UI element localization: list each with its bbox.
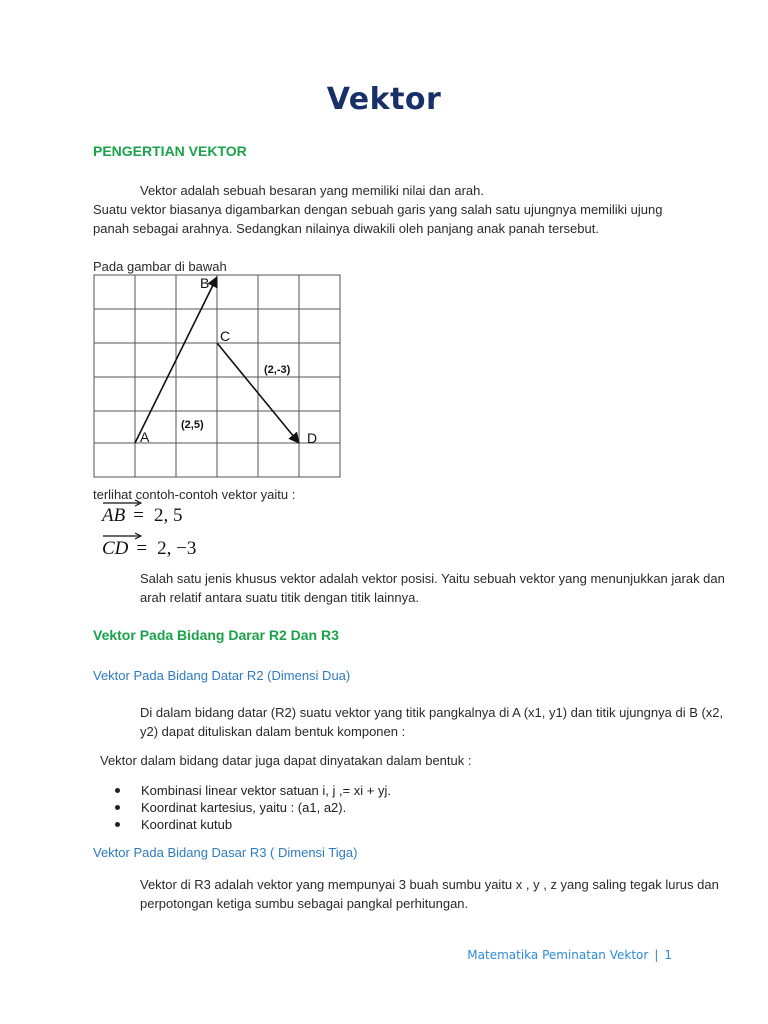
list-item: Kombinasi linear vektor satuan i, j ,= xi + yj. — [115, 782, 391, 799]
vector-ab-symbol: AB — [102, 505, 125, 527]
bullet-list-r2-forms — [115, 782, 391, 833]
paragraph-r2: Di dalam bidang datar (R2) suatu vektor yang titik pangkalnya di A (x1, y1) dan titik ujungnya di B (x2, y2) dapat dituliskan dalam bentuk komponen : — [140, 705, 724, 739]
paragraph-description: Suatu vektor biasanya digambarkan dengan sebuah garis yang salah satu ujungnya memiliki ujung panah sebagai arahnya. Sedangkan nilainya diwakili oleh panjang anak panah tersebut. — [93, 202, 663, 236]
subheading-r2: Vektor Pada Bidang Datar R2 (Dimensi Dua) — [93, 668, 351, 683]
page-footer — [467, 948, 672, 962]
page-number: 1 — [664, 948, 672, 962]
paragraph-r2-forms-intro: Vektor dalam bidang datar juga dapat dinyatakan dalam bentuk : — [100, 753, 472, 768]
paragraph-figure-intro: Pada gambar di bawah — [93, 259, 227, 274]
bullet-icon — [115, 822, 120, 827]
page-title: Vektor — [326, 82, 442, 117]
section-heading-r2-r3: Vektor Pada Bidang Darar R2 Dan R3 — [93, 627, 339, 643]
formula-ab: AB = 2, 5 — [102, 505, 182, 527]
point-label-a: A — [140, 429, 150, 445]
bullet-icon — [115, 788, 120, 793]
section-heading-pengertian: PENGERTIAN VEKTOR — [93, 143, 247, 159]
footer-text: Matematika Peminatan Vektor — [467, 948, 649, 962]
formula-cd: CD = 2, −3 — [102, 538, 196, 560]
overarrow-icon — [102, 499, 142, 507]
list-item: Koordinat kartesius, yaitu : (a1, a2). — [115, 799, 391, 816]
footer-separator: | — [654, 948, 659, 962]
paragraph-definition: Vektor adalah sebuah besaran yang memiliki nilai dan arah. — [140, 183, 484, 198]
vector-ab-label: (2,5) — [181, 419, 204, 431]
formula-cd-value: 2, −3 — [157, 538, 197, 559]
paragraph-r3: Vektor di R3 adalah vektor yang mempunyai 3 buah sumbu yaitu x , y , z yang saling tegak lurus dan perpotongan ketiga sumbu sebagai pangkal perhitungan. — [140, 877, 719, 911]
overarrow-icon — [102, 532, 142, 540]
grid-lines — [94, 275, 340, 477]
bullet-icon — [115, 805, 120, 810]
paragraph-examples-intro: terlihat contoh-contoh vektor yaitu : — [93, 487, 296, 502]
paragraph-position-vector: Salah satu jenis khusus vektor adalah vektor posisi. Yaitu sebuah vektor yang menunjukkan jarak dan arah relatif antara suatu titik dengan titik lainnya. — [140, 571, 725, 605]
point-label-d: D — [307, 430, 318, 446]
subheading-r3: Vektor Pada Bidang Dasar R3 ( Dimensi Tiga) — [93, 845, 358, 860]
point-label-b: B — [200, 275, 210, 291]
list-item: Koordinat kutub — [115, 816, 391, 833]
vector-cd-label: (2,-3) — [264, 364, 291, 376]
vector-grid-figure — [93, 274, 343, 480]
formula-ab-value: 2, 5 — [153, 505, 183, 526]
vector-cd-symbol: CD — [102, 538, 128, 560]
point-label-c: C — [220, 328, 231, 344]
